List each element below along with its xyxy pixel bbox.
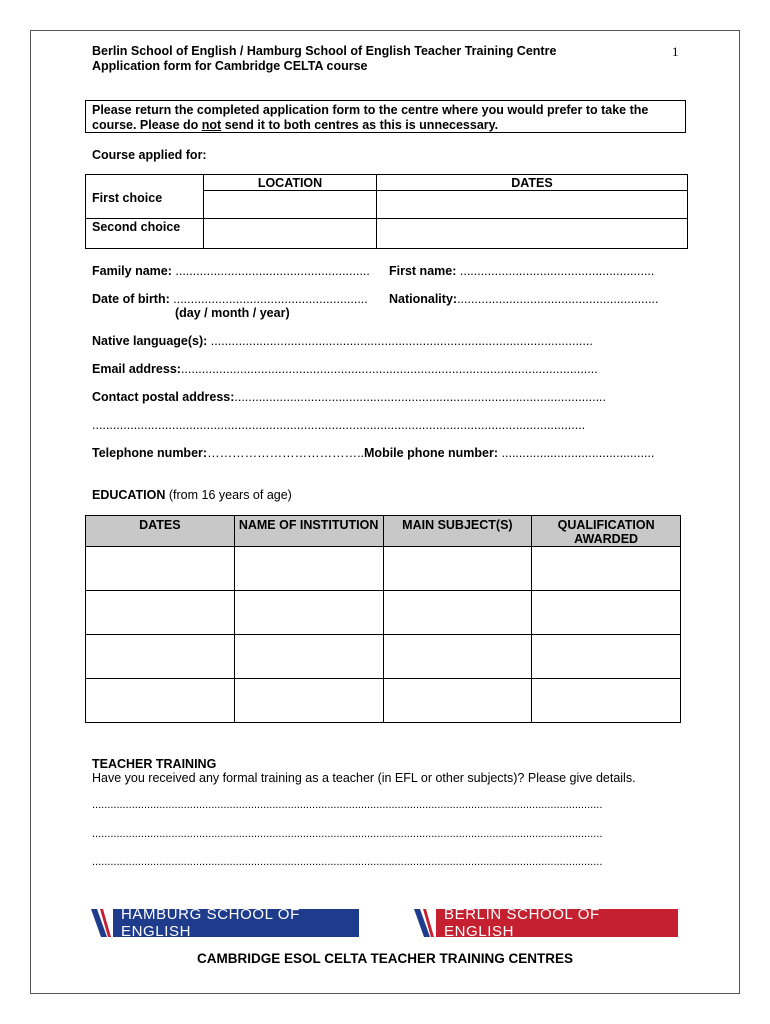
native-language-row bbox=[92, 334, 593, 348]
page-number: 1 bbox=[672, 44, 679, 59]
hamburg-logo bbox=[91, 906, 359, 940]
first-choice-location-field[interactable] bbox=[204, 191, 377, 219]
first-name-row bbox=[389, 264, 654, 278]
table-cell[interactable] bbox=[234, 635, 383, 679]
edu-col-qualification: QUALIFICATION AWARDED bbox=[532, 516, 681, 547]
first-choice-label: First choice bbox=[86, 191, 204, 219]
education-table bbox=[85, 515, 681, 723]
table-cell[interactable] bbox=[532, 591, 681, 635]
native-language-field[interactable]: .............................................................................................................. bbox=[210, 334, 593, 348]
table-cell[interactable] bbox=[86, 679, 235, 723]
dob-row bbox=[92, 292, 368, 306]
table-row bbox=[86, 679, 681, 723]
header-title: Berlin School of English / Hamburg School of English Teacher Training Centre bbox=[92, 44, 557, 58]
education-title: EDUCATION bbox=[92, 488, 166, 502]
hamburg-logo-mark bbox=[91, 909, 113, 937]
notice-text-1: Please return the completed application form to the centre where you would prefer to take the course. Please do bbox=[92, 103, 649, 132]
family-name-field[interactable]: ........................................................ bbox=[175, 264, 370, 278]
teacher-training-question: Have you received any formal training as a teacher (in EFL or other subjects)? Please give details. bbox=[92, 771, 636, 785]
postal-row bbox=[92, 390, 606, 404]
training-answer-line-2[interactable]: ....................................................................................................................................................................... bbox=[92, 828, 603, 840]
mobile-label: Mobile phone number: bbox=[364, 446, 499, 460]
dob-field[interactable]: ........................................................ bbox=[173, 292, 368, 306]
course-label: Course applied for: bbox=[92, 148, 207, 162]
edu-col-dates: DATES bbox=[86, 516, 235, 547]
notice-text-2: send it to both centres as this is unnecessary. bbox=[221, 118, 499, 132]
edu-col-institution: NAME OF INSTITUTION bbox=[234, 516, 383, 547]
first-name-field[interactable]: ........................................................ bbox=[459, 264, 655, 278]
teacher-training-heading: TEACHER TRAINING bbox=[92, 757, 217, 771]
education-note: (from 16 years of age) bbox=[168, 488, 292, 502]
nationality-label: Nationality: bbox=[389, 292, 458, 306]
table-cell[interactable] bbox=[86, 635, 235, 679]
table-cell[interactable] bbox=[234, 547, 383, 591]
table-row bbox=[86, 591, 681, 635]
second-choice-dates-field[interactable] bbox=[377, 219, 688, 249]
training-answer-line-3[interactable]: ....................................................................................................................................................................... bbox=[92, 856, 603, 868]
training-answer-line-1[interactable]: ....................................................................................................................................................................... bbox=[92, 799, 603, 811]
table-cell[interactable] bbox=[532, 547, 681, 591]
postal-field[interactable]: ........................................................................................................... bbox=[234, 390, 606, 404]
header-subtitle: Application form for Cambridge CELTA course bbox=[92, 59, 368, 73]
berlin-logo-mark bbox=[414, 909, 436, 937]
notice-box bbox=[85, 100, 686, 133]
phone-row bbox=[92, 446, 654, 460]
native-language-label: Native language(s): bbox=[92, 334, 208, 348]
course-corner-cell bbox=[86, 175, 204, 191]
hamburg-logo-text: HAMBURG SCHOOL OF ENGLISH bbox=[113, 909, 359, 937]
second-choice-location-field[interactable] bbox=[204, 219, 377, 249]
course-table bbox=[85, 174, 688, 249]
email-row bbox=[92, 362, 598, 376]
dob-label: Date of birth: bbox=[92, 292, 170, 306]
table-row bbox=[86, 635, 681, 679]
table-cell[interactable] bbox=[383, 591, 532, 635]
family-name-label: Family name: bbox=[92, 264, 172, 278]
email-label: Email address: bbox=[92, 362, 181, 376]
postal-line-2 bbox=[92, 418, 585, 432]
edu-col-subjects: MAIN SUBJECT(S) bbox=[383, 516, 532, 547]
table-cell[interactable] bbox=[532, 679, 681, 723]
postal-label: Contact postal address: bbox=[92, 390, 235, 404]
table-cell[interactable] bbox=[383, 635, 532, 679]
first-choice-dates-field[interactable] bbox=[377, 191, 688, 219]
table-cell[interactable] bbox=[234, 591, 383, 635]
telephone-label: Telephone number: bbox=[92, 446, 208, 460]
dob-hint: (day / month / year) bbox=[175, 306, 290, 320]
postal-field-line-2[interactable]: .............................................................................................................................................. bbox=[92, 418, 586, 432]
table-cell[interactable] bbox=[383, 547, 532, 591]
table-cell[interactable] bbox=[532, 635, 681, 679]
education-heading bbox=[92, 488, 292, 502]
family-name-row bbox=[92, 264, 370, 278]
table-cell[interactable] bbox=[383, 679, 532, 723]
first-name-label: First name: bbox=[389, 264, 457, 278]
table-cell[interactable] bbox=[86, 591, 235, 635]
location-header: LOCATION bbox=[204, 175, 377, 191]
second-choice-label: Second choice bbox=[86, 219, 204, 249]
notice-emphasis: not bbox=[201, 118, 222, 132]
mobile-field[interactable]: ............................................ bbox=[501, 446, 655, 460]
table-cell[interactable] bbox=[234, 679, 383, 723]
table-cell[interactable] bbox=[86, 547, 235, 591]
nationality-field[interactable]: .......................................................... bbox=[457, 292, 659, 306]
footer-title: CAMBRIDGE ESOL CELTA TEACHER TRAINING CENTRES bbox=[196, 951, 573, 966]
table-row bbox=[86, 547, 681, 591]
email-field[interactable]: ........................................................................................................................ bbox=[180, 362, 598, 376]
berlin-logo-text: BERLIN SCHOOL OF ENGLISH bbox=[436, 909, 678, 937]
dates-header: DATES bbox=[377, 175, 688, 191]
telephone-field[interactable]: ……………………………….. bbox=[207, 446, 365, 460]
berlin-logo bbox=[414, 906, 678, 940]
nationality-row bbox=[389, 292, 659, 306]
